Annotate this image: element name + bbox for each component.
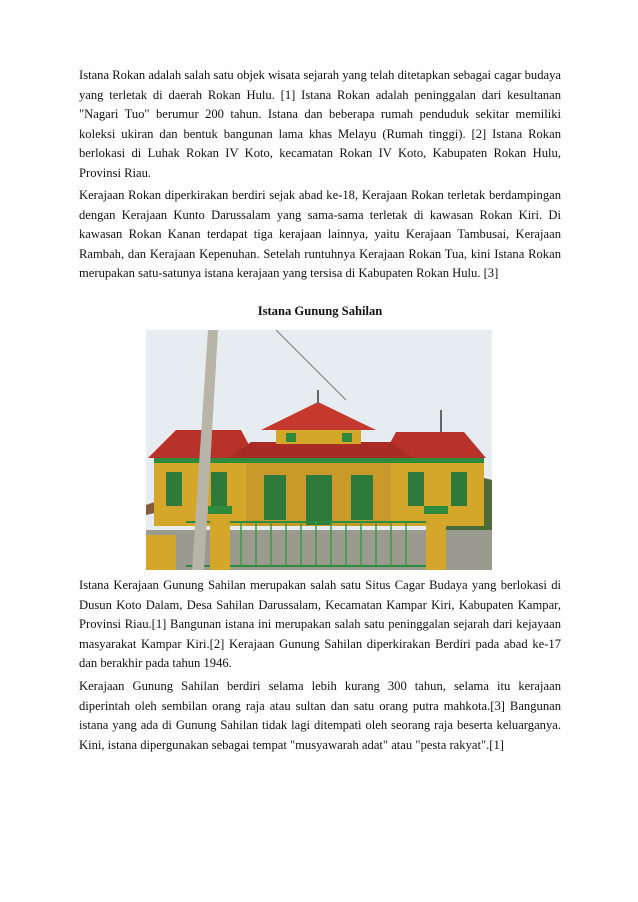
- paragraph-gunung-sahilan-history: Kerajaan Gunung Sahilan berdiri selama lebih kurang 300 tahun, selama itu kerajaan diperintah oleh sembilan orang raja atau sultan dan satu orang putra mahkota.[3] Bangunan istana yang ada di Gunung Sahilan tidak lagi ditempati oleh seorang raja beserta keluarganya. Kini, istana dipergunakan sebagai tempat "musyawarah adat" atau "pesta rakyat".[1]: [79, 679, 561, 752]
- section-heading: Istana Gunung Sahilan: [257, 304, 383, 318]
- paragraph-gunung-sahilan-location: Istana Kerajaan Gunung Sahilan merupakan salah satu Situs Cagar Budaya yang berlokasi di Dusun Koto Dalam, Desa Sahilan Darussalam, Kecamatan Kampar Kiri, Kabupaten Kampar, Provinsi Riau.[1] Bangunan istana ini merupakan salah satu peninggalan sejarah dari kejayaan masyarakat Kampar Kiri.[2] Kerajaan Gunung Sahilan diperkirakan Berdiri pada abad ke-17 dan berakhir pada tahun 1946.: [79, 578, 561, 671]
- paragraph-kerajaan-rokan: Kerajaan Rokan diperkirakan berdiri sejak abad ke-18, Kerajaan Rokan terletak berdampingan dengan Kerajaan Kunto Darussalam yang sama-sama terletak di kawasan Rokan Kiri. Di kawasan Rokan Kanan terdapat tiga kerajaan lainnya, yaitu Kerajaan Tambusai, Kerajaan Rambah, dan Kerajaan Kepenuhan. Setelah runtuhnya Kerajaan Rokan Tua, kini Istana Rokan merupakan satu-satunya istana kerajaan yang tersisa di Kabupaten Rokan Hulu. [3]: [79, 188, 561, 281]
- palace-photo: [146, 330, 492, 570]
- paragraph-istana-rokan: Istana Rokan adalah salah satu objek wisata sejarah yang telah ditetapkan sebagai cagar budaya yang terletak di daerah Rokan Hulu. [1] Istana Rokan adalah peninggalan dari kesultanan "Nagari Tuo" berumur 200 tahun. Istana dan beberapa rumah penduduk sekitar memiliki koleksi ukiran dan bentuk bangunan lama khas Melayu (Rumah tinggi). [2] Istana Rokan berlokasi di Luhak Rokan IV Koto, kecamatan Rokan IV Koto, Kabupaten Rokan Hulu, Provinsi Riau.: [79, 68, 561, 180]
